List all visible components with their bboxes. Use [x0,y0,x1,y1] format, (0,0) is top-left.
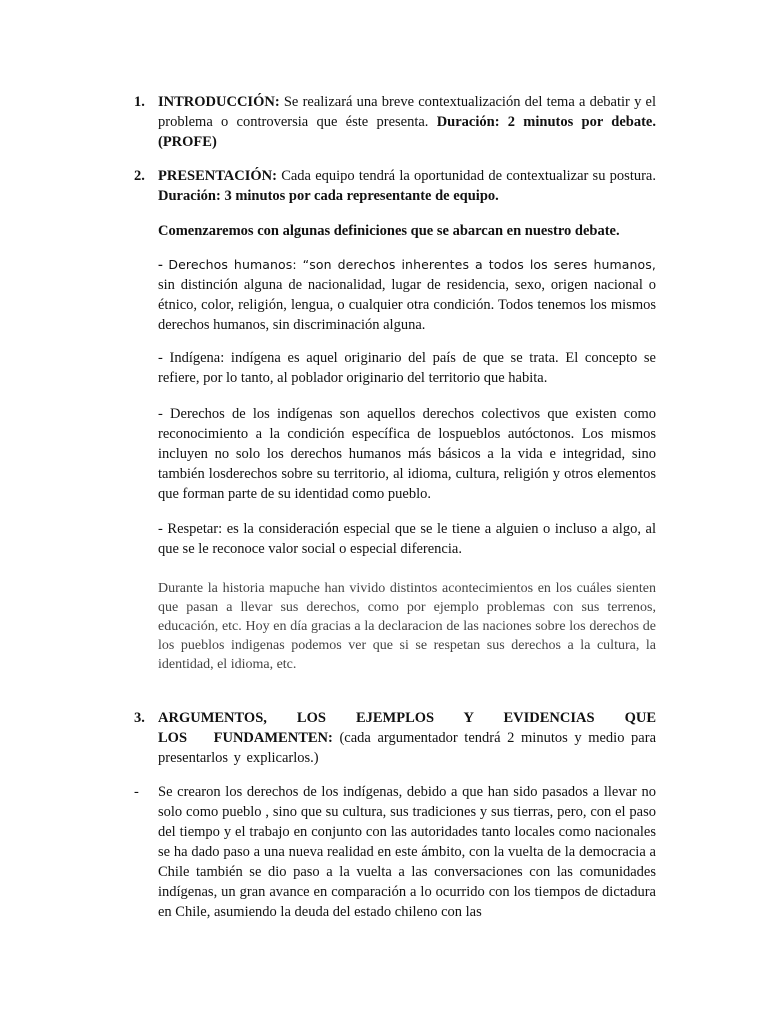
section-argumentos-text [158,708,656,768]
section-presentacion-text [158,166,656,206]
definitions-intro-text: Comenzaremos con algunas definiciones que se abarcan en nuestro debate. [158,223,620,239]
argumento-text: Se crearon los derechos de los indígenas, debido a que han sido pasados a llevar no solo como pueblo , sino que su cultura, sus tradiciones y sus tierras, pero, con el paso del tiempo y el trabajo en conjunto con las autoridades tanto locales como nacionales se ha dado paso a una nueva realidad en este ámbito, con la vuelta de la democracia a Chile también se dio paso a la vuelta a las conversaciones con las comunidades indígenas, un gran avance en comparación a lo ocurrido con los tiempos de dictadura en Chile, asumiendo la deuda del estado chileno con las [158,784,656,920]
definition-rest: sin distinción alguna de nacionalidad, lugar de residencia, sexo, origen nacional o étnico, color, religión, lengua, o cualquier otra condición. Todos tenemos los mismos derechos humanos, sin discriminación alguna. [158,277,656,333]
section-duration: Duración: 3 minutos por cada representante de equipo. [158,188,499,204]
section-body: Se realizará una breve contextualización del tema a debatir y el problema o controversia que éste presenta. [158,94,656,130]
section-introduccion-text [158,92,656,152]
section-heading: INTRODUCCIÓN: [158,94,280,110]
definition-lead: Derechos humanos: “son derechos inherentes a todos los seres humanos, [168,257,656,272]
section-number: 2. [134,168,145,184]
definition-derechos-humanos [158,255,656,335]
section-introduccion [134,92,656,152]
section-number: 1. [134,94,145,110]
section-duration: Duración: 2 minutos por debate. (PROFE) [158,114,656,150]
definition-derechos-indigenas: - Derechos de los indígenas son aquellos derechos colectivos que existen como reconocimiento a la condición específica de lospueblos autóctonos. Los mismos incluyen no solo los derechos humanos más básicos a la vida e integridad, sino también losderechos sobre su territorio, al idioma, cultura, religión y otros elementos que forman parte de su identidad como pueblo. [158,406,656,502]
section-number: 3. [134,710,145,726]
section-argumentos [134,708,656,768]
section-body: Cada equipo tendrá la oportunidad de contextualizar su postura. [276,168,656,184]
definition-dash: - [158,257,169,273]
section-presentacion [134,166,656,206]
section-heading: PRESENTACIÓN: [158,168,277,184]
section-heading: ARGUMENTOS, LOS EJEMPLOS Y EVIDENCIAS QUE LOS FUNDAMENTEN: [158,710,656,746]
definition-respetar: - Respetar: es la consideración especial que se le tiene a alguien o incluso a algo, al que se le reconoce valor social o especial diferencia. [158,521,656,557]
section-body: (cada argumentador tendrá 2 minutos y medio para presentarlos y explicarlos.) [158,730,657,766]
list-dash: - [134,784,139,800]
historia-paragraph: Durante la historia mapuche han vivido distintos acontecimientos en los cuáles sienten que pasan a llevar sus derechos, como por ejemplo problemas con sus terrenos, educación, etc. Hoy en día gracias a la declaracion de las naciones sobre los derechos de los pueblos indigenas podemos ver que si se respetan sus derechos a la cultura, la identidad, el idioma, etc. [158,581,656,672]
definition-indigena: - Indígena: indígena es aquel originario del país de que se trata. El concepto se refiere, por lo tanto, al poblador originario del territorio que habita. [158,350,656,386]
definitions-intro [158,221,656,241]
argumento-item [134,782,656,922]
